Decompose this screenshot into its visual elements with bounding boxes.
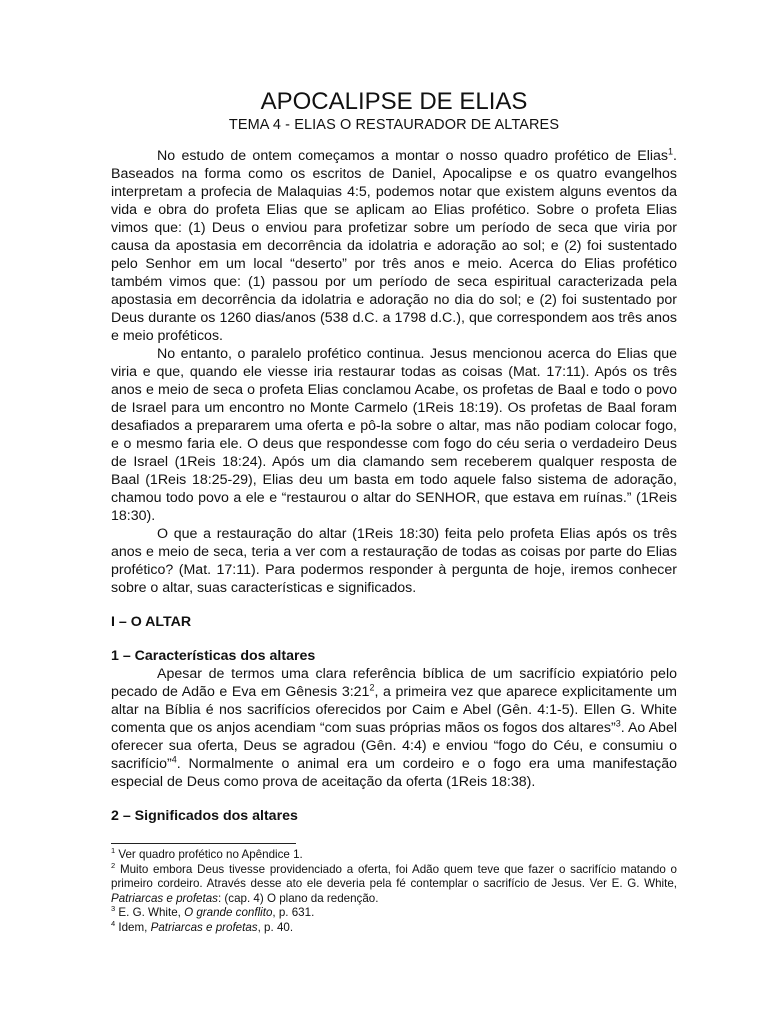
- subsection-heading-caracteristicas: 1 – Características dos altares: [111, 648, 316, 664]
- footnote-1-text: Ver quadro profético no Apêndice 1.: [115, 848, 303, 861]
- intro-paragraph-3: O que a restauração do altar (1Reis 18:30) feita pelo profeta Elias após os três anos e meio de seca, teria a ver com a restauração de todas as coisas por parte do Elias profético? (Mat. 17:11). Para podermos responder à pergunta de hoje, iremos conhecer sobre o altar, suas características e significados.: [111, 526, 677, 596]
- intro-paragraph-2: No entanto, o paralelo profético continua. Jesus mencionou acerca do Elias que viria e que, quando ele viesse iria restaurar todas as coisas (Mat. 17:11). Após os três anos e meio de seca o profeta Elias conclamou Acabe, os profetas de Baal e todo o povo de Israel para um encontro no Monte Carmelo (1Reis 18:19). Os profetas de Baal foram desafiados a prepararem uma oferta e pô-la sobre o altar, mas não podiam colocar fogo, e o mesmo faria ele. O deus que respondesse com fogo do céu seria o verdadeiro Deus de Israel (1Reis 18:24). Após um dia clamando sem receberem qualquer resposta de Baal (1Reis 18:25-29), Elias deu um basta em todo aquele falso sistema de adoração, chamou todo povo a ele e “restaurou o altar do SENHOR, que estava em ruínas.” (1Reis 18:30).: [111, 346, 677, 524]
- spacer: [111, 597, 677, 613]
- document-title: APOCALIPSE DE ELIAS: [260, 88, 528, 115]
- footnote-3-book-title: O grande conflito: [184, 906, 273, 919]
- footnote-2-end: : (cap. 4) O plano da redenção.: [217, 891, 379, 905]
- footnote-1: [111, 848, 677, 863]
- footnote-2: [111, 860, 677, 907]
- caracteristicas-paragraph: [111, 665, 677, 791]
- caracteristicas-text-b: , a primeira vez que aparece explicitamente um altar na Bíblia é nos sacrifícios oferecidos por Caim e Abel (Gên. 4:1-5). Ellen G. White comenta que os anjos acendiam “com suas próprias mãos os fogos dos altares”: [111, 684, 677, 736]
- footnote-2-book-title: Patriarcas e profetas: [111, 891, 218, 905]
- footnote-3-end: , p. 631.: [272, 906, 315, 919]
- footnote-1-number: 1: [111, 846, 116, 856]
- section-heading-altar: I – O ALTAR: [111, 614, 192, 630]
- caracteristicas-text-c: . Ao Abel oferecer sua oferta, Deus se agradou (Gên. 4:4) e enviou “fogo do Céu, e consumiu o sacrifício”: [111, 720, 677, 772]
- subsection-heading-significados: 2 – Significados dos altares: [111, 808, 298, 824]
- footnote-ref-4: 4: [171, 754, 177, 765]
- footnote-3-number: 3: [111, 904, 116, 914]
- caracteristicas-text-d: . Normalmente o animal era um cordeiro e o fogo era uma manifestação especial de Deus como prova de aceitação da oferta (1Reis 18:38).: [111, 756, 677, 790]
- footnote-ref-1: 1: [668, 146, 674, 157]
- footnote-separator: [111, 843, 296, 844]
- footnote-3-text: E. G. White,: [115, 906, 185, 919]
- spacer: [111, 791, 677, 807]
- footnote-2-number: 2: [111, 860, 116, 870]
- footnote-2-text: Muito embora Deus tivesse providenciado a oferta, foi Adão quem teve que fazer o sacrifício matando o primeiro cordeiro. Através desse ato ele deveria pela fé contemplar o sacrifício de Jesus. Ver E. G. White,: [111, 862, 677, 890]
- footnote-ref-2: 2: [369, 682, 375, 693]
- intro-paragraph-1-text-a: No estudo de ontem começamos a montar o nosso quadro profético de Elias: [157, 148, 669, 164]
- footnote-4-book-title: Patriarcas e profetas: [150, 920, 258, 934]
- footnote-3: [111, 906, 677, 921]
- footnote-4-end: , p. 40.: [257, 920, 294, 934]
- caracteristicas-text-a: Apesar de termos uma clara referência bíblica de um sacrifício expiatório pelo pecado de Adão e Eva em Gênesis 3:21: [111, 666, 677, 700]
- footnote-4-number: 4: [111, 918, 116, 928]
- footnotes: [111, 848, 677, 935]
- spacer: [111, 631, 677, 647]
- footnote-4: [111, 918, 677, 936]
- document-subtitle: TEMA 4 - ELIAS O RESTAURADOR DE ALTARES: [228, 117, 560, 133]
- footnote-ref-3: 3: [615, 718, 621, 729]
- document-body: [111, 88, 677, 825]
- intro-paragraph-1-text-b: . Baseados na forma como os escritos de Daniel, Apocalipse e os quatro evangelhos interpretam a profecia de Malaquias 4:5, podemos notar que existem alguns eventos da vida e obra do profeta Elias que se aplicam ao Elias profético. Sobre o profeta Elias vimos que: (1) Deus o enviou para profetizar sobre um período de seca que viria por causa da apostasia em decorrência da idolatria e adoração ao sol; e (2) foi sustentado pelo Senhor em um local “deserto” por três anos e meio. Acerca do Elias profético também vimos que: (1) passou por um período de seca espiritual caracterizada pela apostasia em decorrência da idolatria e adoração no dia do sol; e (2) foi sustentado por Deus durante os 1260 dias/anos (538 d.C. a 1798 d.C.), que correspondem aos três anos e meio proféticos.: [111, 148, 677, 344]
- intro-paragraph-1: [111, 147, 677, 345]
- footnote-4-text: Idem,: [115, 920, 151, 934]
